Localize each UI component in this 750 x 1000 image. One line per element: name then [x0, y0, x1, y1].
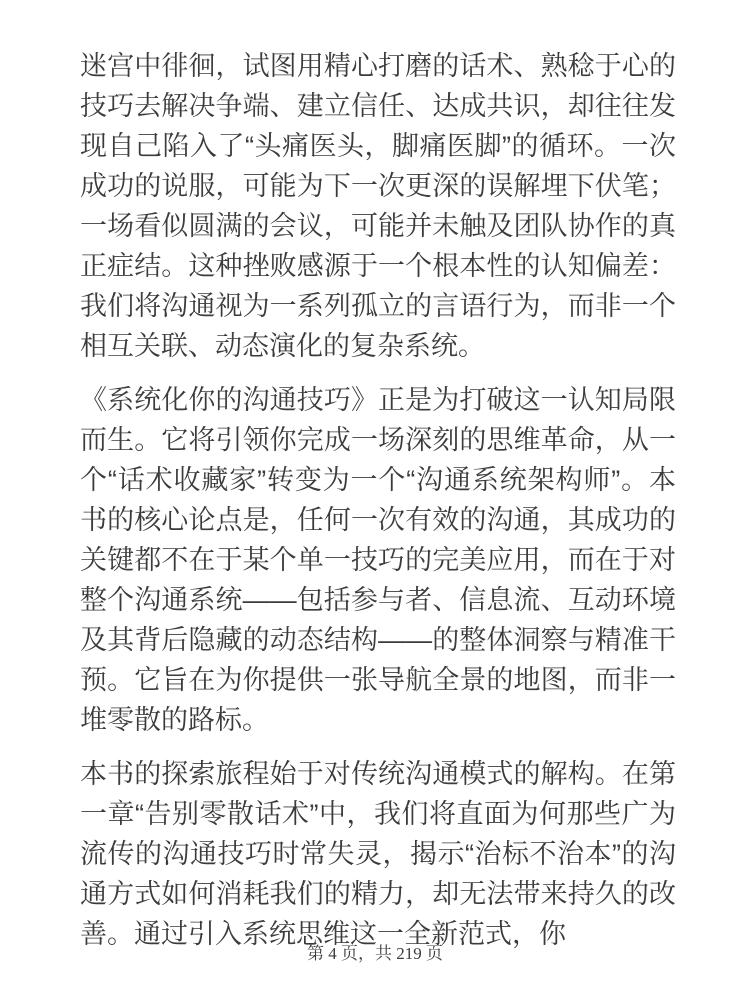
paragraph: 《系统化你的沟通技巧》正是为打破这一认知局限而生。它将引领你完成一场深刻的思维革命，从一个“话术收藏家”转变为一个“沟通系统架构师”。本书的核心论点是，任何一次有效的沟通，其成功的关键都不在于某个单一技巧的完美应用，而在于对整个沟通系统——包括参与者、信息流、互动环境及其背后隐藏的动态结构——的整体洞察与精准干预。它旨在为你提供一张导航全景的地图，而非一堆零散的路标。	[80, 385, 676, 735]
paragraph: 本书的探索旅程始于对传统沟通模式的解构。在第一章“告别零散话术”中，我们将直面为何那些广为流传的沟通技巧时常失灵，揭示“治标不治本”的沟通方式如何消耗我们的精力，却无法带来持久的改善。通过引入系统思维这一全新范式，你	[80, 759, 676, 949]
paragraph: 迷宫中徘徊，试图用精心打磨的话术、熟稔于心的技巧去解决争端、建立信任、达成共识，却往往发现自己陷入了“头痛医头，脚痛医脚”的循环。一次成功的说服，可能为下一次更深的误解埋下伏笔；一场看似圆满的会议，可能并未触及团队协作的真正症结。这种挫败感源于一个根本性的认知偏差：我们将沟通视为一系列孤立的言语行为，而非一个相互关联、动态演化的复杂系统。	[80, 51, 676, 361]
page-number-footer: 第 4 页，共 219 页	[307, 944, 443, 963]
page-body-text	[80, 46, 676, 968]
